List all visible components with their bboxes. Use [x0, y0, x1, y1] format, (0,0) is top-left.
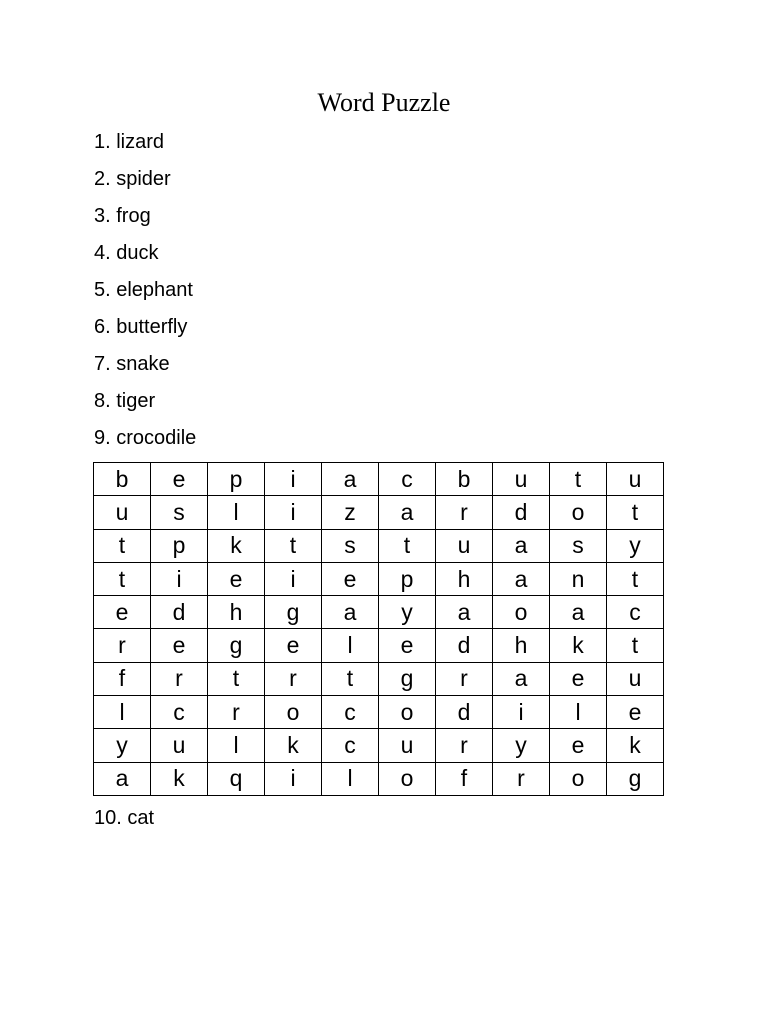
grid-cell: e	[151, 629, 208, 662]
grid-cell: k	[151, 762, 208, 795]
grid-cell: u	[607, 463, 664, 496]
grid-cell: t	[322, 662, 379, 695]
grid-cell: h	[208, 596, 265, 629]
grid-cell: s	[550, 529, 607, 562]
extra-word: 10. cat	[94, 807, 155, 829]
grid-cell: y	[493, 729, 550, 762]
grid-cell: i	[265, 496, 322, 529]
grid-cell: c	[607, 596, 664, 629]
word-list-item: 3. frog	[94, 205, 151, 227]
grid-cell: k	[550, 629, 607, 662]
grid-cell: g	[265, 596, 322, 629]
page-title: Word Puzzle	[317, 88, 451, 117]
grid-cell: p	[208, 463, 265, 496]
grid-cell: r	[493, 762, 550, 795]
grid-cell: c	[322, 696, 379, 729]
grid-row	[94, 562, 664, 595]
grid-cell: d	[493, 496, 550, 529]
grid-cell: t	[208, 662, 265, 695]
grid-cell: t	[379, 529, 436, 562]
grid-row	[94, 496, 664, 529]
grid-cell: f	[436, 762, 493, 795]
grid-cell: b	[94, 463, 151, 496]
grid-cell: r	[151, 662, 208, 695]
grid-cell: e	[208, 562, 265, 595]
grid-cell: f	[94, 662, 151, 695]
grid-cell: o	[550, 762, 607, 795]
grid-cell: a	[550, 596, 607, 629]
grid-cell: u	[436, 529, 493, 562]
grid-cell: r	[265, 662, 322, 695]
grid-cell: h	[493, 629, 550, 662]
grid-cell: p	[379, 562, 436, 595]
grid-cell: o	[379, 762, 436, 795]
grid-cell: k	[265, 729, 322, 762]
grid-cell: t	[94, 562, 151, 595]
grid-cell: g	[208, 629, 265, 662]
grid-row	[94, 729, 664, 762]
grid-cell: l	[322, 629, 379, 662]
letter-grid-body	[94, 463, 664, 796]
grid-cell: l	[208, 496, 265, 529]
grid-row	[94, 662, 664, 695]
grid-cell: g	[379, 662, 436, 695]
grid-row	[94, 696, 664, 729]
grid-cell: u	[151, 729, 208, 762]
grid-cell: e	[265, 629, 322, 662]
grid-cell: t	[550, 463, 607, 496]
grid-cell: t	[265, 529, 322, 562]
grid-cell: p	[151, 529, 208, 562]
grid-row	[94, 596, 664, 629]
grid-cell: i	[151, 562, 208, 595]
grid-cell: t	[607, 629, 664, 662]
word-list-item: 6. butterfly	[94, 316, 188, 338]
grid-row	[94, 529, 664, 562]
grid-cell: c	[322, 729, 379, 762]
grid-cell: r	[436, 729, 493, 762]
grid-cell: u	[379, 729, 436, 762]
grid-cell: d	[436, 629, 493, 662]
grid-cell: i	[493, 696, 550, 729]
grid-cell: a	[493, 529, 550, 562]
grid-cell: e	[607, 696, 664, 729]
grid-cell: u	[607, 662, 664, 695]
grid-cell: u	[94, 496, 151, 529]
grid-cell: i	[265, 762, 322, 795]
grid-cell: b	[436, 463, 493, 496]
grid-cell: e	[550, 662, 607, 695]
grid-cell: t	[607, 562, 664, 595]
grid-cell: r	[208, 696, 265, 729]
grid-cell: r	[436, 662, 493, 695]
grid-cell: a	[94, 762, 151, 795]
word-list-item: 9. crocodile	[94, 427, 197, 449]
grid-cell: i	[265, 463, 322, 496]
grid-cell: u	[493, 463, 550, 496]
word-list-item: 1. lizard	[94, 131, 165, 153]
word-list-item: 5. elephant	[94, 279, 193, 301]
grid-cell: s	[151, 496, 208, 529]
word-list-item: 2. spider	[94, 168, 171, 190]
grid-cell: a	[436, 596, 493, 629]
grid-cell: a	[493, 562, 550, 595]
grid-cell: l	[322, 762, 379, 795]
grid-cell: e	[151, 463, 208, 496]
grid-cell: e	[550, 729, 607, 762]
word-list-item: 8. tiger	[94, 390, 156, 412]
word-list-item: 7. snake	[94, 353, 170, 375]
grid-cell: c	[379, 463, 436, 496]
grid-cell: r	[436, 496, 493, 529]
grid-cell: z	[322, 496, 379, 529]
grid-cell: o	[550, 496, 607, 529]
grid-cell: d	[436, 696, 493, 729]
grid-cell: a	[322, 463, 379, 496]
grid-cell: t	[607, 496, 664, 529]
grid-cell: i	[265, 562, 322, 595]
grid-cell: t	[94, 529, 151, 562]
grid-row	[94, 629, 664, 662]
grid-cell: a	[493, 662, 550, 695]
grid-cell: n	[550, 562, 607, 595]
grid-cell: y	[379, 596, 436, 629]
grid-cell: l	[550, 696, 607, 729]
grid-cell: l	[94, 696, 151, 729]
grid-cell: a	[379, 496, 436, 529]
grid-row	[94, 762, 664, 795]
grid-cell: y	[607, 529, 664, 562]
grid-cell: g	[607, 762, 664, 795]
letter-grid	[93, 462, 664, 796]
grid-cell: q	[208, 762, 265, 795]
grid-cell: o	[379, 696, 436, 729]
grid-cell: e	[379, 629, 436, 662]
grid-cell: o	[265, 696, 322, 729]
grid-cell: s	[322, 529, 379, 562]
word-list	[94, 124, 196, 457]
grid-cell: h	[436, 562, 493, 595]
word-list-item: 4. duck	[94, 242, 159, 264]
grid-row	[94, 463, 664, 496]
grid-cell: l	[208, 729, 265, 762]
grid-cell: d	[151, 596, 208, 629]
grid-cell: e	[94, 596, 151, 629]
grid-cell: a	[322, 596, 379, 629]
grid-cell: r	[94, 629, 151, 662]
grid-cell: c	[151, 696, 208, 729]
grid-cell: o	[493, 596, 550, 629]
grid-cell: e	[322, 562, 379, 595]
grid-cell: k	[208, 529, 265, 562]
grid-cell: k	[607, 729, 664, 762]
grid-cell: y	[94, 729, 151, 762]
